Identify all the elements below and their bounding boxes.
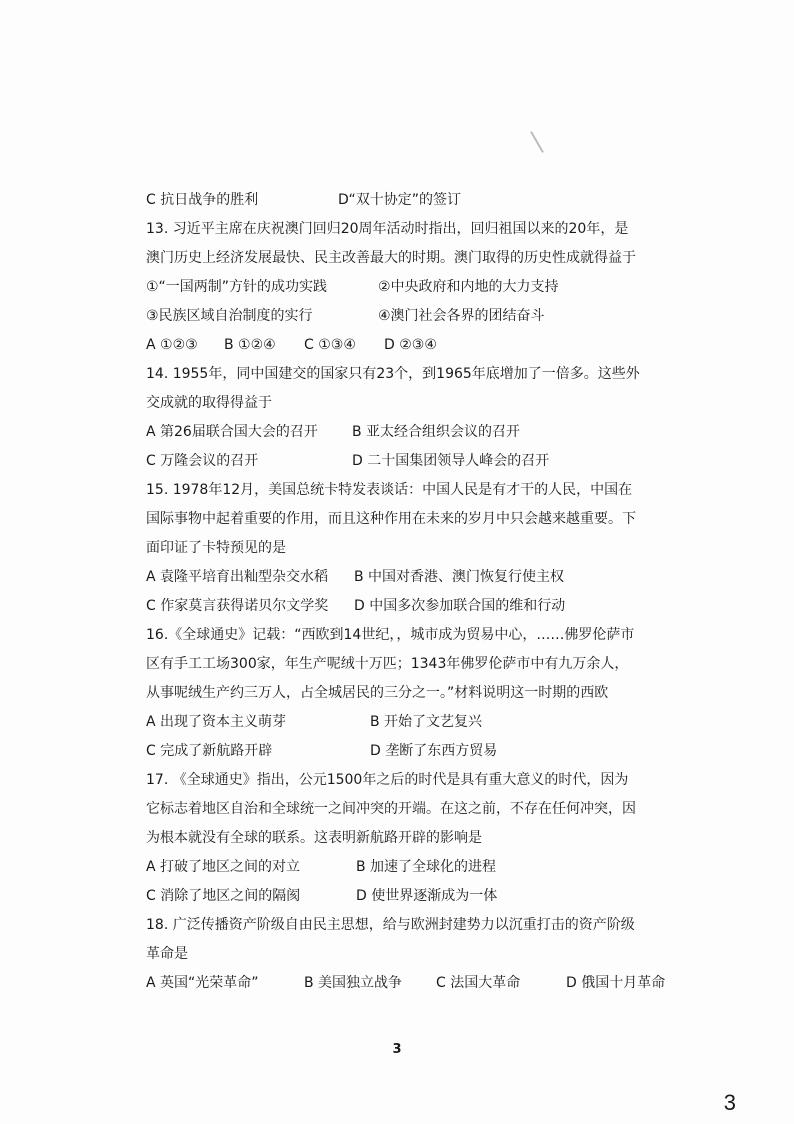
q13-options: [146, 331, 686, 360]
option-a: A ①②③: [146, 337, 198, 353]
q16-stem-line1: 16.《全球通史》记载：“西欧到14世纪，，城市成为贸易中心，……佛罗伦萨市: [146, 627, 635, 643]
q14-stem-line2: 交成就的取得得益于: [146, 395, 272, 411]
item-1: ①“一国两制”方针的成功实践: [146, 279, 328, 295]
q13-items-34: [146, 302, 686, 331]
option-d: D 垄断了东西方贸易: [370, 743, 498, 759]
option-d: D 俄国十月革命: [566, 975, 666, 991]
option-a: A 打破了地区之间的对立: [146, 859, 301, 875]
option-d: D 使世界逐渐成为一体: [356, 888, 498, 904]
option-b: B 亚太经合组织会议的召开: [352, 424, 521, 440]
option-d: D ②③④: [384, 337, 437, 353]
option-d: D 中国多次参加联合国的维和行动: [354, 598, 566, 614]
q16-stem-line2: 区有手工工场300家，年生产呢绒十万匹；1343年佛罗伦萨市中有九万余人，: [146, 656, 629, 672]
q15-options-cd: [146, 592, 686, 621]
q18-options: [146, 969, 686, 998]
q14-options-cd: [146, 447, 686, 476]
q13-stem-line1: 13. 习近平主席在庆祝澳门回归20周年活动时指出，回归祖国以来的20年，是: [146, 221, 629, 237]
scan-mark: [530, 131, 544, 153]
item-3: ③民族区域自治制度的实行: [146, 308, 313, 324]
option-c: C 万隆会议的召开: [146, 453, 259, 469]
option-a: A 第26届联合国大会的召开: [146, 424, 318, 440]
item-2: ②中央政府和内地的大力支持: [378, 279, 559, 295]
option-d: D 二十国集团领导人峰会的召开: [352, 453, 550, 469]
option-c: C 完成了新航路开辟: [146, 743, 273, 759]
option-a: A 英国“光荣革命”: [146, 975, 259, 991]
question-content: [146, 186, 686, 998]
q18-stem-line2: 革命是: [146, 946, 188, 962]
q17-stem-line3: 为根本就没有全球的联系。这表明新航路开辟的影响是: [146, 830, 482, 846]
q12-options-cd: [146, 186, 686, 215]
option-b: B 开始了文艺复兴: [370, 714, 483, 730]
page-number: 3: [392, 1042, 402, 1057]
option-b: B 加速了全球化的进程: [356, 859, 497, 875]
option-a: A 出现了资本主义萌芽: [146, 714, 287, 730]
q15-stem-line2: 国际事物中起着重要的作用，而且这种作用在未来的岁月中只会越来越重要。下: [146, 511, 636, 527]
q15-stem-line3: 面印证了卡特预见的是: [146, 540, 286, 556]
option-c: C ①③④: [304, 337, 356, 353]
q17-stem-line2: 它标志着地区自治和全球统一之间冲突的开端。在这之前，不存在任何冲突，因: [146, 801, 636, 817]
option-d: D“双十协定”的签订: [338, 192, 461, 208]
option-c: C 法国大革命: [436, 975, 521, 991]
option-c: C 消除了地区之间的隔阂: [146, 888, 301, 904]
item-4: ④澳门社会各界的团结奋斗: [378, 308, 545, 324]
q13-items-12: [146, 273, 686, 302]
q17-options-cd: [146, 882, 686, 911]
q13-stem-line2: 澳门历史上经济发展最快、民主改善最大的时期。澳门取得的历史性成就得益于: [146, 250, 636, 266]
q14-options-ab: [146, 418, 686, 447]
q15-stem-line1: 15. 1978年12月，美国总统卡特发表谈话：中国人民是有才干的人民，中国在: [146, 482, 633, 498]
q16-options-ab: [146, 708, 686, 737]
option-a: A 袁隆平培育出籼型杂交水稻: [146, 569, 329, 585]
q18-stem-line1: 18. 广泛传播资产阶级自由民主思想，给与欧洲封建势力以沉重打击的资产阶级: [146, 917, 635, 933]
option-b: B ①②④: [224, 337, 276, 353]
q15-options-ab: [146, 563, 686, 592]
q16-stem-line3: 从事呢绒生产约三万人，占全城居民的三分之一。”材料说明这一时期的西欧: [146, 685, 609, 701]
q16-options-cd: [146, 737, 686, 766]
q14-stem-line1: 14. 1955年，同中国建交的国家只有23个，到1965年底增加了一倍多。这些外: [146, 366, 640, 382]
q17-options-ab: [146, 853, 686, 882]
corner-page-number: 3: [723, 1090, 736, 1115]
option-c: C 抗日战争的胜利: [146, 192, 259, 208]
option-c: C 作家莫言获得诺贝尔文学奖: [146, 598, 329, 614]
q17-stem-line1: 17. 《全球通史》指出，公元1500年之后的时代是具有重大意义的时代，因为: [146, 772, 629, 788]
option-b: B 中国对香港、澳门恢复行使主权: [354, 569, 565, 585]
option-b: B 美国独立战争: [304, 975, 403, 991]
